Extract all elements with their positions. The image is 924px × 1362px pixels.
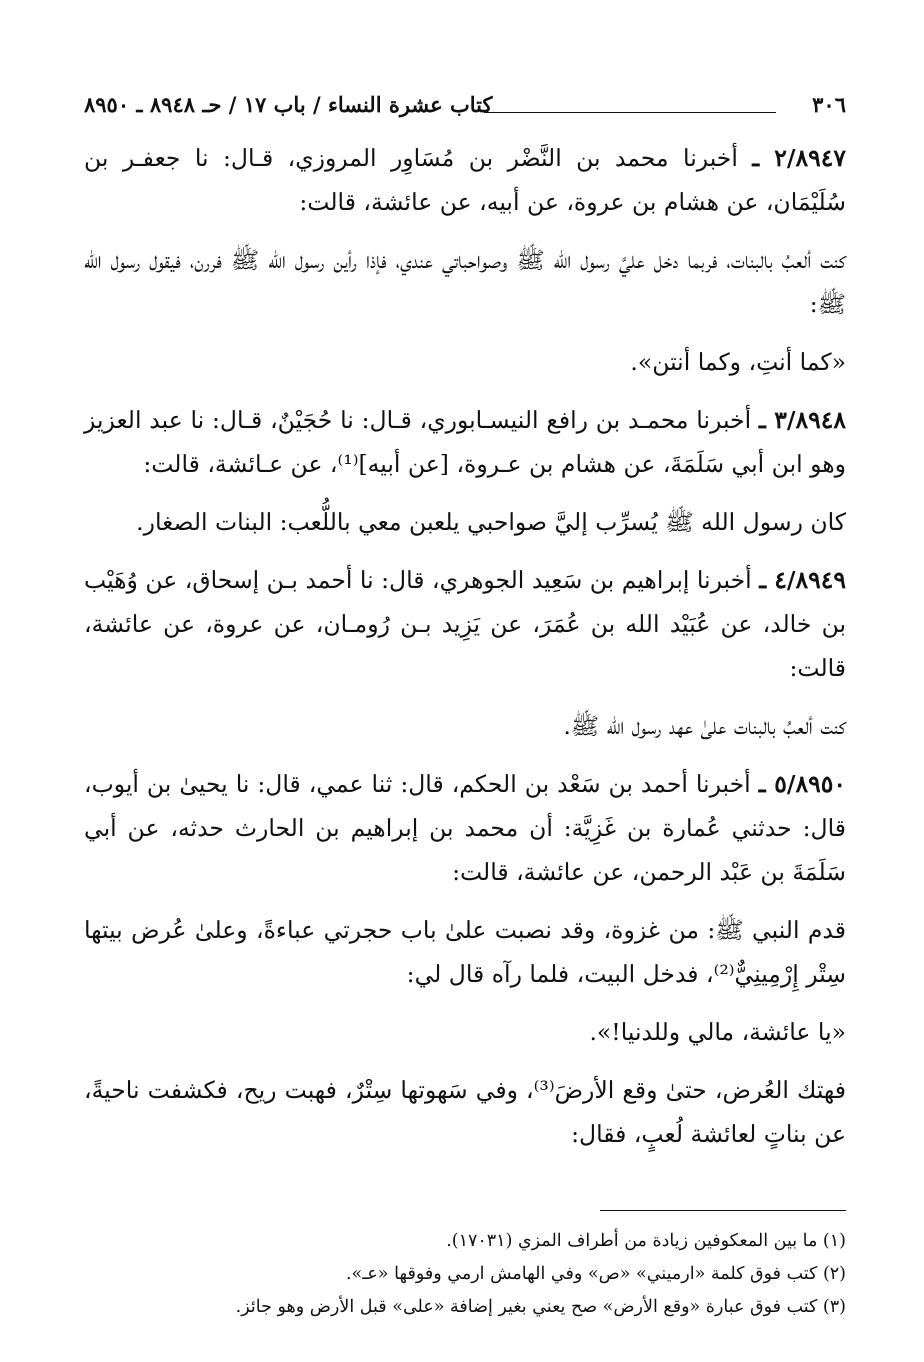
matn-text: كنت ألعبُ بالبنات، فربما دخل عليَّ رسول الله ﷺ وصواحباتي عندي، فإذا رأين رسول الله ﷺ فررن، فيقول رسول الله ﷺ: (84, 246, 846, 318)
paragraph-8950 (84, 762, 846, 894)
paragraph-quote (84, 1010, 846, 1054)
matn-text: كان رسول الله ﷺ يُسرِّب إليَّ صواحبي يلعبن معي باللُّعب: البنات الصغار. (136, 508, 846, 536)
isnad-text: أخبرنا محمد بن النَّضْر بن مُسَاوِر المروزي، قـال: نا جعفـر بن سُلَيْمَان، عن هشام بن عروة، عن أبيه، عن عائشة، قالت: (84, 144, 846, 216)
hadith-number: ٣/٨٩٤٨ ـ (758, 406, 846, 434)
paragraph-matn (84, 500, 846, 544)
paragraph-8947 (84, 136, 846, 224)
paragraph-matn (84, 238, 846, 326)
isnad-text: أخبرنا محمـد بن رافع النيسـابوري، قـال: نا حُجَيْنٌ، قـال: نا عبد العزيز وهو ابن أبي سَلَمَةَ، عن هشام بن عـروة، [عن أبيه]⁽¹⁾، عن عـائشة، قالت: (84, 406, 846, 478)
isnad-text: أخبرنا أحمد بن سَعْد بن الحكم، قال: ثنا عمي، قال: نا يحيىٰ بن أيوب، قال: حدثني عُمارة بن غَزِيَّة: أن محمد بن إبراهيم بن الحارث حدثه، عن أبي سَلَمَةَ بن عَبْد الرحمن، عن عائشة، قالت: (84, 770, 846, 886)
paragraph-8948 (84, 398, 846, 486)
header-rule (484, 112, 776, 113)
isnad-text: أخبرنا إبراهيم بن سَعِيد الجوهري، قال: نا أحمد بـن إسحاق، عن وُهَيْب بن خالد، عن عُبَيْد الله بن عُمَرَ، عن يَزِيد بـن رُومـان، عن عروة، عن عائشة، قالت: (84, 566, 846, 682)
main-text (84, 136, 846, 1156)
page-number: ٣٠٦ (812, 92, 846, 117)
paragraph-matn (84, 1068, 846, 1156)
matn-text: قدم النبي ﷺ: من غزوة، وقد نصبت علىٰ باب حجرتي عباءةً، وعلىٰ عُرض بيتها سِتْر إِرْمِينِيٌّ⁽²⁾، فدخل البيت، فلما رآه قال لي: (84, 916, 846, 988)
hadith-number: ٢/٨٩٤٧ ـ (752, 144, 846, 172)
matn-text: فهتك العُرض، حتىٰ وقع الأرضَ⁽³⁾، وفي سَهوتها سِتْرٌ، فهبت ريح، فكشفت ناحيةً، عن بناتٍ لعائشة لُعبٍ، فقال: (84, 1076, 846, 1148)
paragraph-matn (84, 908, 846, 996)
footnote-1: (١) ما بين المعكوفين زيادة من أطراف المزي (١٧٠٣١). (446, 1231, 846, 1251)
quote-text: «يا عائشة، مالي وللدنيا!». (589, 1018, 846, 1046)
running-title: كتاب عشرة النساء / باب ١٧ / حـ ٨٩٤٨ ـ ٨٩٥٠ (84, 92, 493, 117)
hadith-number: ٥/٨٩٥٠ ـ (758, 770, 846, 798)
quote-text: «كما أنتِ، وكما أنتن». (630, 348, 846, 376)
paragraph-quote (84, 340, 846, 384)
paragraph-matn (84, 704, 846, 748)
footnote-3: (٣) كتب فوق عبارة «وقع الأرض» صح يعني بغير إضافة «على» قبل الأرض وهو جائز. (235, 1297, 846, 1317)
matn-text: كنت ألعبُ بالبنات علىٰ عهد رسول الله ﷺ. (563, 712, 846, 740)
footnote-2: (٢) كتب فوق كلمة «ارميني» «ص» وفي الهامش ارمي وفوقها «عـ». (345, 1264, 846, 1284)
footnotes (84, 1210, 846, 1324)
running-head (84, 88, 846, 122)
hadith-number: ٤/٨٩٤٩ ـ (759, 566, 846, 594)
footnote-rule (600, 1210, 846, 1211)
paragraph-8949 (84, 558, 846, 690)
